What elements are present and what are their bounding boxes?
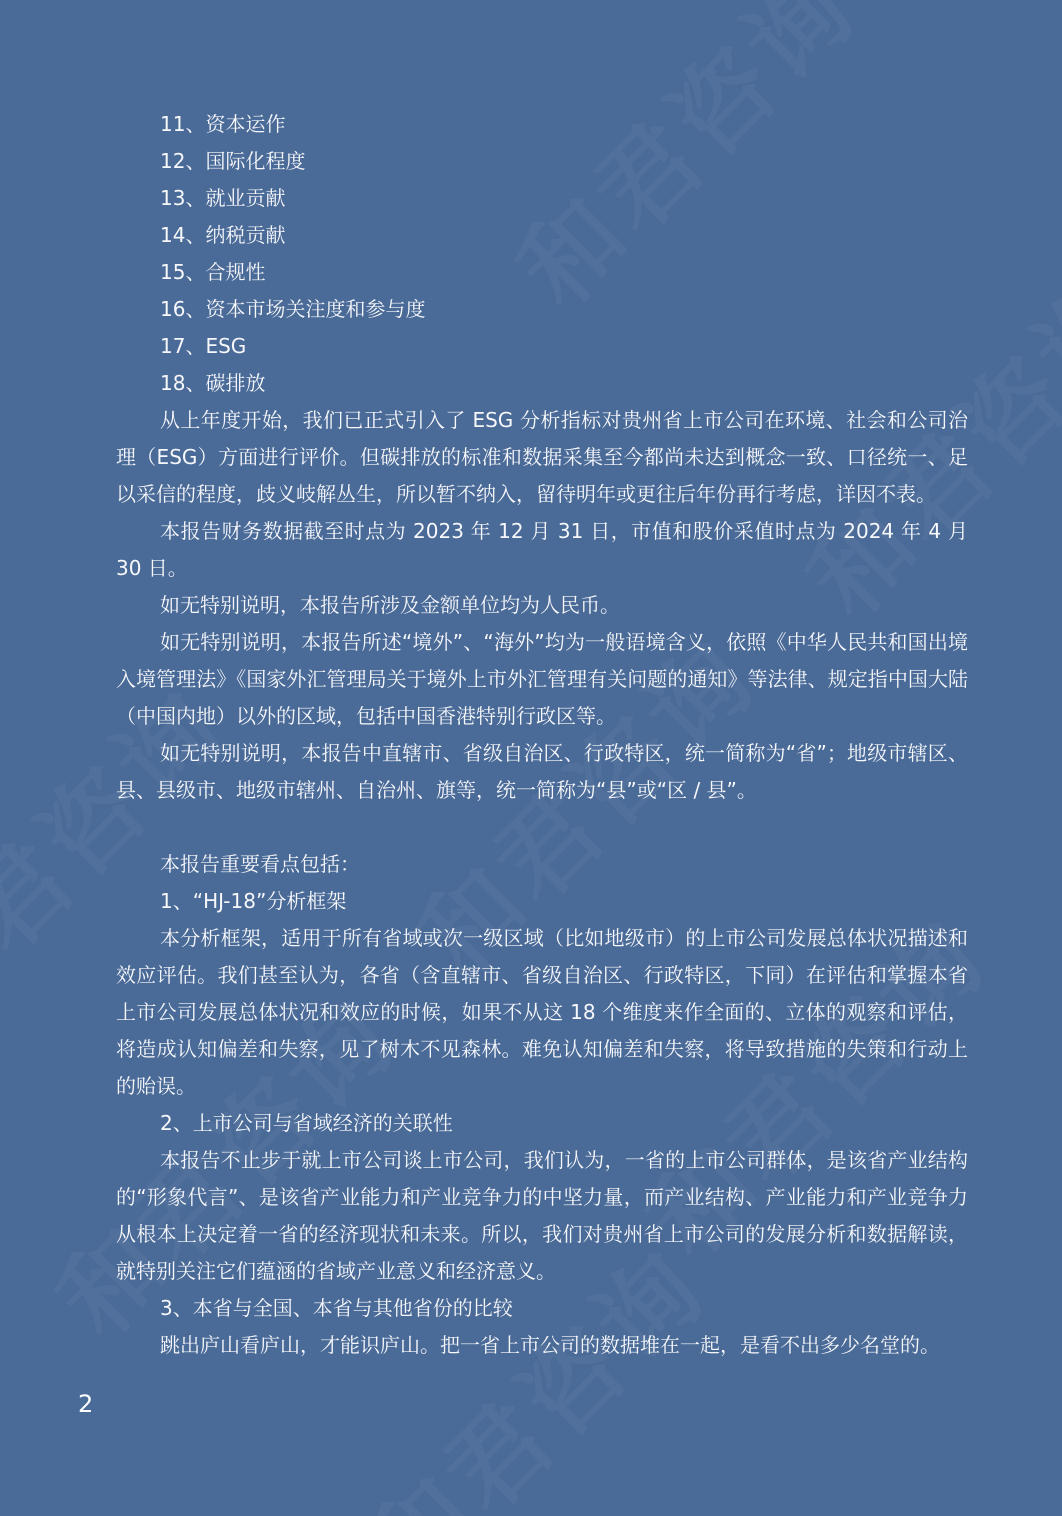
list-item: 13、就业贡献 <box>160 186 286 210</box>
highlight-heading-1: 1、“HJ-18”分析框架 <box>160 889 347 913</box>
list-item: 18、碳排放 <box>160 371 266 395</box>
paragraph-highlights-intro: 本报告重要看点包括： <box>160 852 360 876</box>
spacer <box>116 809 968 846</box>
highlight-heading-2: 2、上市公司与省域经济的关联性 <box>160 1111 453 1135</box>
list-item: 15、合规性 <box>160 260 266 284</box>
highlight-heading-3: 3、本省与全国、本省与其他省份的比较 <box>160 1296 513 1320</box>
document-body <box>116 106 968 1364</box>
paragraph-framework: 本分析框架，适用于所有省域或次一级区域（比如地级市）的上市公司发展总体状况描述和效应评估。我们甚至认为，各省（含直辖市、省级自治区、行政特区，下同）在评估和掌握本省上市公司发展总体状况和效应的时候，如果不从这 18 个维度来作全面的、立体的观察和评估，将造成认知偏差和失察，见了树木不见森林。难免认知偏差和失察，将导致措施的失策和行动上的贻误。 <box>116 926 968 1098</box>
list-item: 11、资本运作 <box>160 112 286 136</box>
list-item: 14、纳税贡献 <box>160 223 286 247</box>
paragraph-abbreviation: 如无特别说明，本报告中直辖市、省级自治区、行政特区，统一简称为“省”；地级市辖区、县、县级市、地级市辖州、自治州、旗等，统一简称为“县”或“区 / 县”。 <box>116 741 968 802</box>
list-item: 16、资本市场关注度和参与度 <box>160 297 426 321</box>
paragraph-economy: 本报告不止步于就上市公司谈上市公司，我们认为，一省的上市公司群体，是该省产业结构的“形象代言”、是该省产业能力和产业竞争力的中坚力量，而产业结构、产业能力和产业竞争力从根本上决定着一省的经济现状和未来。所以，我们对贵州省上市公司的发展分析和数据解读，就特别关注它们蕴涵的省域产业意义和经济意义。 <box>116 1148 968 1283</box>
paragraph-data-date: 本报告财务数据截至时点为 2023 年 12 月 31 日，市值和股价采值时点为 2024 年 4 月 30 日。 <box>116 519 968 580</box>
paragraph-currency: 如无特别说明，本报告所涉及金额单位均为人民币。 <box>160 593 620 617</box>
paragraph-esg: 从上年度开始，我们已正式引入了 ESG 分析指标对贵州省上市公司在环境、社会和公司治理（ESG）方面进行评价。但碳排放的标准和数据采集至今都尚未达到概念一致、口径统一、足以采信的程度，歧义岐解丛生，所以暂不纳入，留待明年或更往后年份再行考虑，详因不表。 <box>116 408 968 506</box>
list-item: 17、ESG <box>160 334 247 358</box>
paragraph-overseas: 如无特别说明，本报告所述“境外”、“海外”均为一般语境含义，依照《中华人民共和国出境入境管理法》《国家外汇管理局关于境外上市外汇管理有关问题的通知》等法律、规定指中国大陆（中国内地）以外的区域，包括中国香港特别行政区等。 <box>116 630 968 728</box>
page-number: 2 <box>78 1390 94 1418</box>
list-item: 12、国际化程度 <box>160 149 306 173</box>
paragraph-comparison: 跳出庐山看庐山，才能识庐山。把一省上市公司的数据堆在一起，是看不出多少名堂的。 <box>160 1333 940 1357</box>
